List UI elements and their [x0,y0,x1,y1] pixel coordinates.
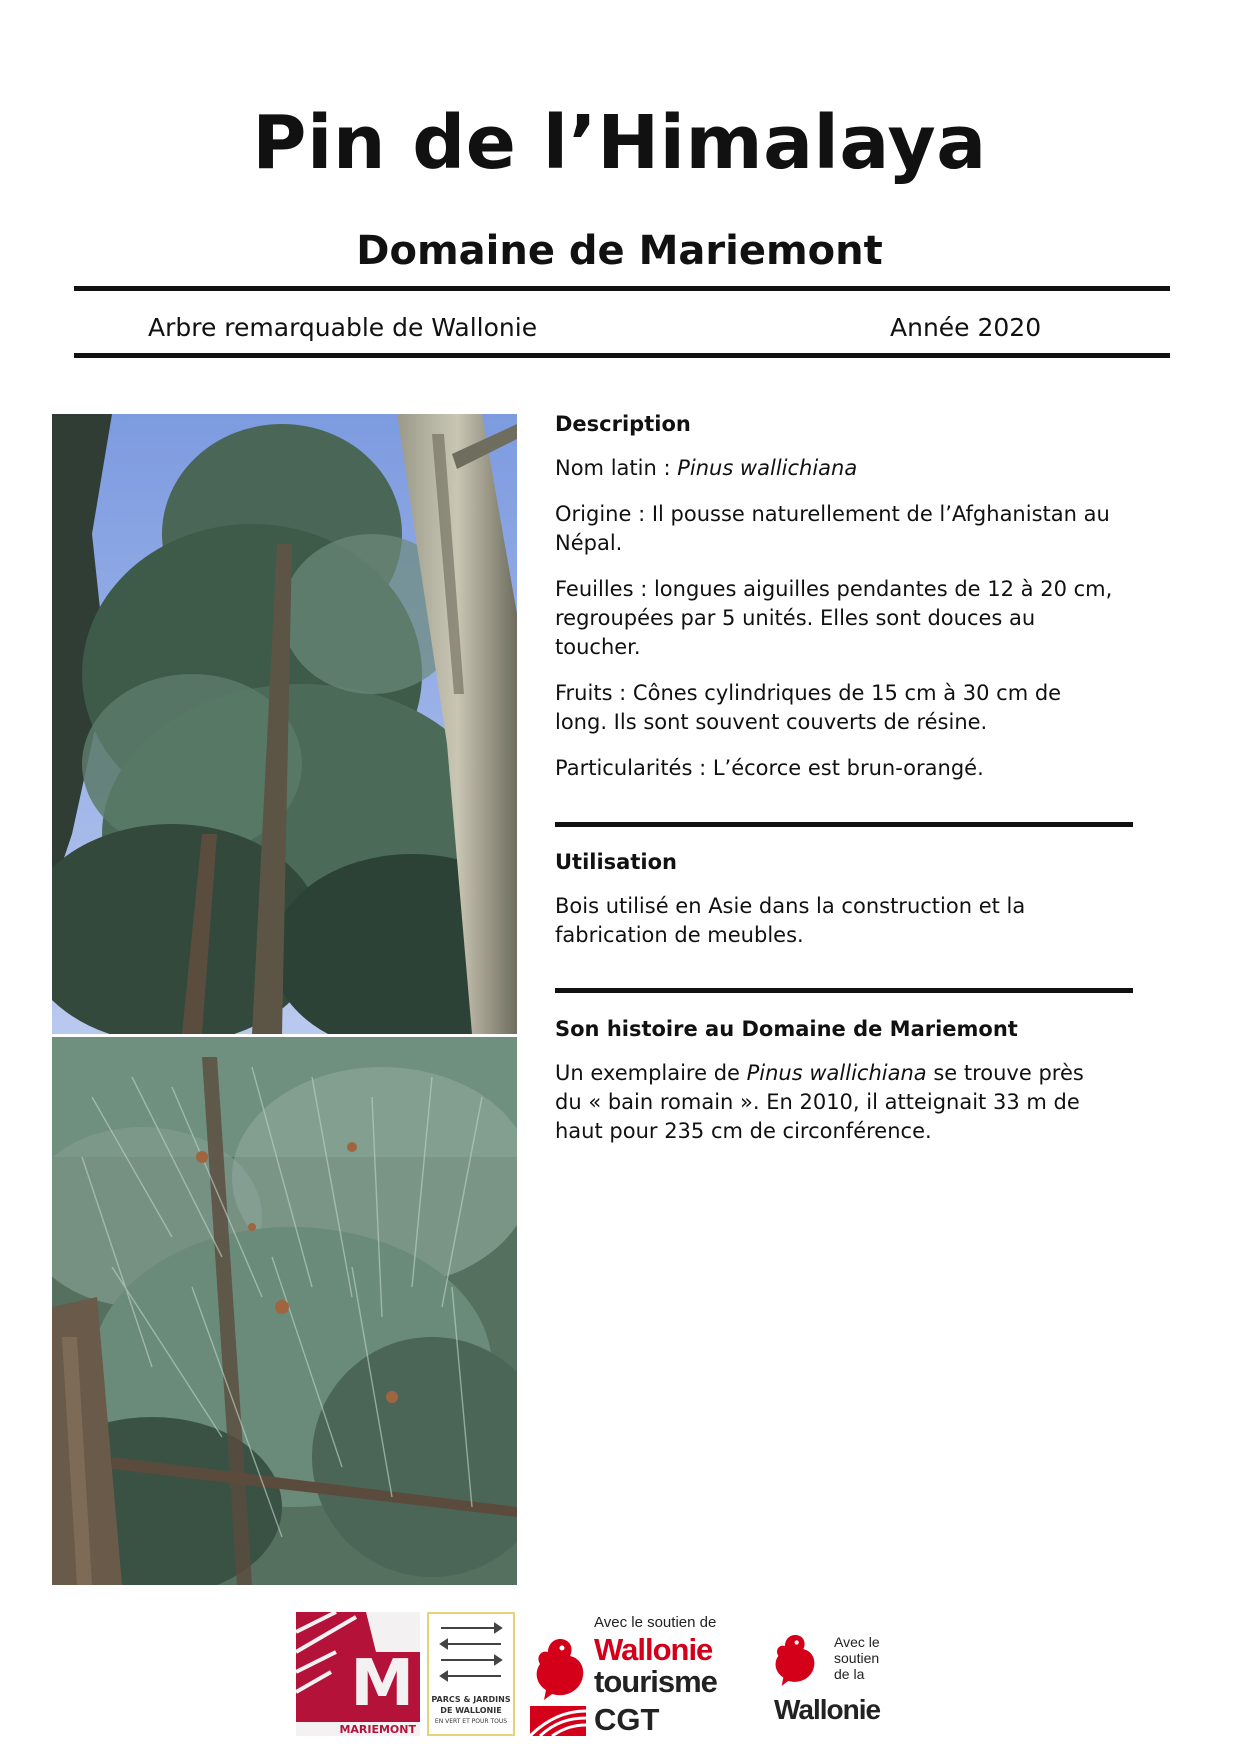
history-text-after: se trouve près du « bain romain ». En 2010, il atteignait 33 m de haut pour 235 cm de circonférence. [555,1061,1084,1143]
wallonie-support-line3: de la [834,1666,865,1682]
wallonie-support-line1: Avec le [834,1634,880,1650]
latin-name-line [555,454,1115,483]
tourisme-brand-tourisme: tourisme [594,1664,717,1699]
tree-photo-canopy [52,414,517,1034]
history-text [555,1059,1115,1146]
usage-heading: Utilisation [555,850,677,874]
wallonie-support-text [834,1634,880,1682]
tourisme-brand-wallonie: Wallonie [594,1632,713,1667]
rooster-icon-2 [770,1630,820,1690]
arrows-icon [429,1618,513,1688]
wallonie-support-logo [770,1630,910,1730]
cgt-stripes-icon [530,1706,586,1736]
history-heading: Son histoire au Domaine de Mariemont [555,1017,1018,1041]
parcs-line2: DE WALLONIE [440,1706,502,1715]
section-divider-2 [555,988,1133,993]
header-rule-top [74,286,1170,291]
mariemont-letter: M [350,1647,414,1721]
history-section [555,1015,1115,1163]
tourisme-brand-cgt: CGT [594,1702,660,1737]
mariemont-label: MARIEMONT [339,1723,416,1736]
description-section [555,410,1115,800]
fruits-text: Fruits : Cônes cylindriques de 15 cm à 30 cm de long. Ils sont souvent couverts de résine. [555,681,1062,734]
tourisme-support-text: Avec le soutien de [594,1614,717,1631]
parcs-line1: PARCS & JARDINS [431,1695,511,1704]
latin-name-label: Nom latin : [555,456,678,480]
page-subtitle: Domaine de Mariemont [356,228,883,274]
usage-section [555,848,1115,967]
parcs-text [429,1694,513,1727]
tree-category: Arbre remarquable de Wallonie [148,313,538,342]
wallonie-tourisme-logo [530,1612,730,1736]
wallonie-brand: Wallonie [774,1694,881,1725]
tree-photo-needles [52,1037,517,1585]
parcs-jardins-logo [427,1612,515,1736]
page-title: Pin de l’Himalaya [252,100,987,186]
particularities-text: Particularités : L’écorce est brun-orangé. [555,756,984,780]
leaves-text: Feuilles : longues aiguilles pendantes de 12 à 20 cm, regroupées par 5 unités. Elles sont douces au toucher. [555,577,1113,659]
section-divider-1 [555,822,1133,827]
year: Année 2020 [890,313,1042,342]
history-text-before: Un exemplaire de [555,1061,747,1085]
latin-name: Pinus wallichiana [677,456,858,480]
wallonie-support-line2: soutien [834,1650,880,1666]
usage-text: Bois utilisé en Asie dans la construction et la fabrication de meubles. [555,894,1026,947]
header-rule-bottom [74,353,1170,358]
origin-text: Origine : Il pousse naturellement de l’Afghanistan au Népal. [555,502,1110,555]
history-latin-name: Pinus wallichiana [746,1061,927,1085]
rooster-icon [530,1634,590,1704]
mariemont-logo [296,1612,420,1736]
parcs-line3: EN VERT ET POUR TOUS [434,1718,508,1725]
description-heading: Description [555,412,691,436]
